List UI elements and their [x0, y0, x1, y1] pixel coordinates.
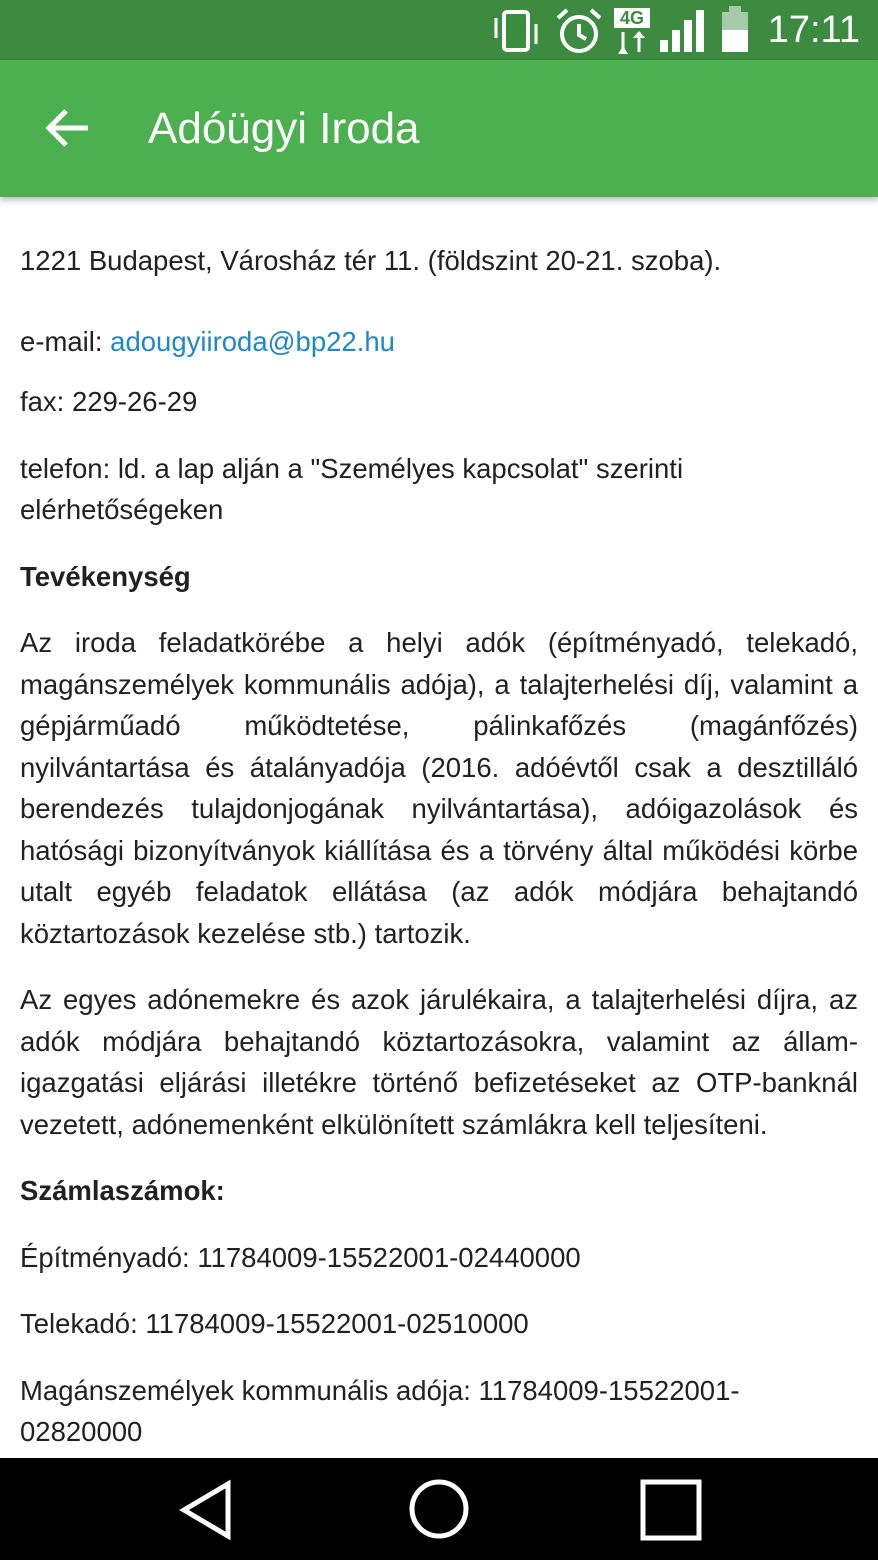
address-text: 1221 Budapest, Városház tér 11. (földszint 20-21. szoba). — [20, 245, 722, 276]
network-4g-icon — [612, 6, 654, 56]
app-bar — [0, 60, 878, 197]
network-label: 4G — [619, 8, 645, 28]
fax-text: fax: 229-26-29 — [20, 386, 198, 417]
content-area[interactable] — [20, 197, 858, 1458]
battery-icon — [718, 4, 754, 56]
activity-text: Az iroda feladatkörébe a helyi adók (építményadó, telekadó, magánszemélyek kommunális adója), a talajterhelési díj, valamint a gépjárműadó működtetése, pálinkafőzés (magánfőzés) nyilvántartása és átalányadója (2016. adóévtől csak a desztilláló berendezés tulajdonjogának nyilvántartása), adóigazolások és hatósági bizonyítványok kiállítása és a törvény által működési körbe utalt egyéb feladatok ellátása (az adók módjára behajtandó köztartozások kezelése stb.) tartozik. — [20, 627, 858, 949]
status-time: 17:11 — [767, 9, 860, 51]
account-item: Telekadó: 11784009-15522001-02510000 — [20, 1308, 529, 1339]
page-title: Adóügyi Iroda — [148, 104, 420, 153]
email-link[interactable]: adougyiiroda@bp22.hu — [110, 325, 395, 357]
arrow-left-icon[interactable] — [30, 90, 106, 166]
home-circle-icon[interactable] — [406, 1476, 472, 1542]
activity-heading: Tevékenység — [20, 560, 191, 592]
alarm-icon — [554, 6, 604, 56]
account-item: Építményadó: 11784009-15522001-02440000 — [20, 1241, 581, 1273]
signal-icon — [658, 6, 710, 54]
email-line — [20, 321, 858, 363]
account-item: Magánszemélyek kommunális adója: 11784009-15522001-02820000 — [20, 1374, 740, 1447]
back-triangle-icon[interactable] — [176, 1478, 240, 1542]
payment-text: Az egyes adónemekre és azok járulékaira, a talajterhelési díjra, az adók módjára behajtandó köztartozásokra, valamint az államigazgatási eljárási illetékre történő befizetéseket az OTP-banknál vezetett, adónemenként elkülönített számlákra kell teljesíteni. — [20, 984, 858, 1140]
status-bar — [0, 0, 878, 60]
email-label: e-mail: — [20, 325, 111, 357]
recents-square-icon[interactable] — [638, 1478, 704, 1542]
accounts-heading: Számlaszámok: — [20, 1175, 225, 1206]
vibrate-icon — [492, 8, 544, 54]
phone-text: telefon: ld. a lap alján a "Személyes kapcsolat" szerinti elérhetőségeken — [20, 452, 684, 525]
navigation-bar — [0, 1458, 878, 1560]
